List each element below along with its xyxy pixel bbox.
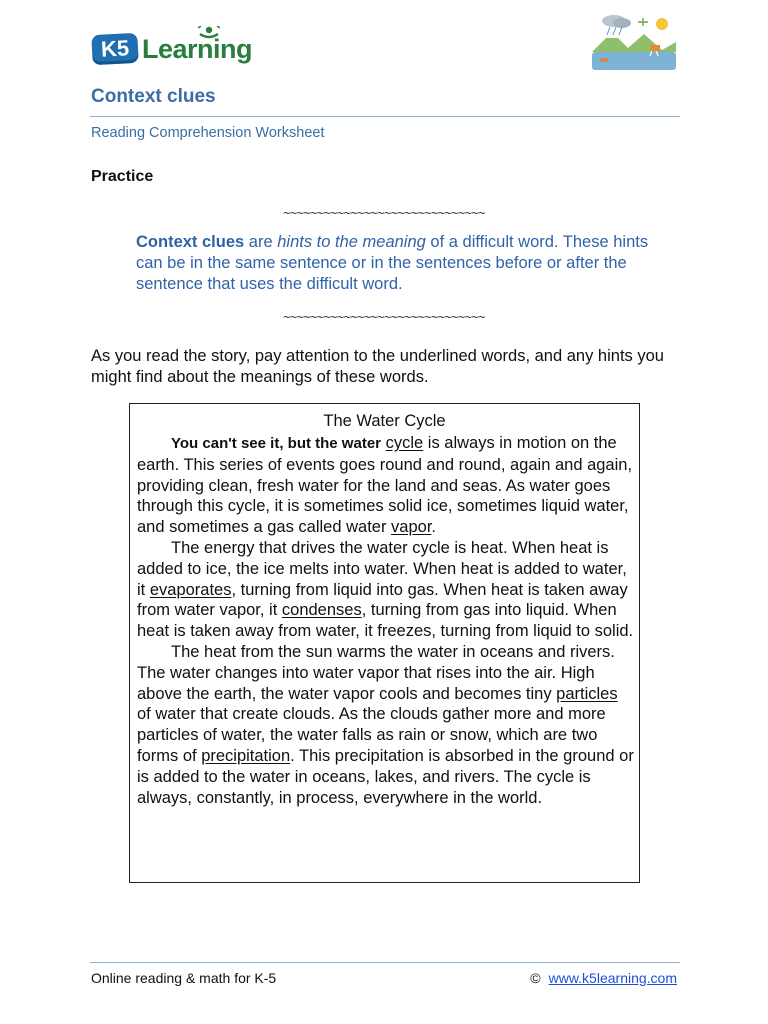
definition-term: Context clues — [136, 233, 245, 251]
vocab-word-cycle: cycle — [385, 434, 424, 452]
footer-website-link[interactable]: www.k5learning.com — [548, 970, 677, 986]
story-box — [129, 403, 640, 883]
logo-badge: K5 — [91, 33, 139, 65]
section-heading: Practice — [91, 168, 154, 185]
story-text-span: The energy that drives the water cycle is heat. When heat is added to ice, the ice melts into water. When heat is added to water, it — [137, 538, 627, 599]
vocab-word-evaporates: evaporates — [149, 580, 232, 599]
water-cycle-illustration-icon — [588, 12, 680, 72]
story-text-span: is always in motion on the earth. This series of events goes round and round, again and again, providing clean, fresh water for the land and seas. As water goes through this cycle, it is sometimes solid ice, sometimes liquid water, and sometimes a gas called water — [137, 434, 633, 537]
vocab-word-vapor: vapor — [391, 518, 432, 537]
definition-rest: of a difficult word. These hints can be in the same sentence or in the sentences before or after the sentence that uses the difficult word. — [136, 233, 649, 293]
vocab-word-condenses: condenses — [281, 601, 362, 620]
story-paragraph-2 — [137, 538, 634, 642]
k5-learning-logo[interactable] — [92, 26, 262, 72]
title-divider — [90, 116, 680, 117]
footer-copyright — [530, 970, 677, 986]
tilde-divider-top: ~~~~~~~~~~~~~~~~~~~~~~~~~~~~~~ — [283, 206, 485, 220]
footer-tagline: Online reading & math for K-5 — [91, 970, 277, 986]
page-title: Context clues — [91, 86, 216, 107]
vocab-word-particles: particles — [556, 684, 618, 703]
tilde-divider-bottom: ~~~~~~~~~~~~~~~~~~~~~~~~~~~~~~ — [283, 310, 485, 324]
logo-wordmark: Learning — [142, 34, 253, 64]
story-text-span: The heat from the sun warms the water in oceans and rivers. The water changes into water vapor that rises into the air. High above the earth, the water vapor cools and becomes tiny — [137, 642, 615, 703]
story-title: The Water Cycle — [323, 412, 446, 430]
story-text — [137, 433, 634, 808]
definition-emphasis: hints to the meaning — [277, 233, 426, 251]
definition-connector: are — [244, 233, 278, 251]
story-text-span: of water that create clouds. As the clouds gather more and more particles of water, the water falls as rain or snow, which are two forms of — [137, 705, 606, 765]
reading-instructions: As you read the story, pay attention to the underlined words, and any hints you might find about the meanings of these words. — [91, 347, 664, 386]
vocab-word-precipitation: precipitation — [201, 746, 291, 765]
copyright-symbol: © — [530, 970, 541, 986]
story-text-span: , turning from liquid into gas. When heat is taken away from water vapor, it — [137, 580, 628, 620]
footer-divider — [90, 962, 680, 963]
story-text-span: . This precipitation is absorbed in the ground or is added to the water in oceans, lakes, and rivers. The cycle is always, constantly, in process, everywhere in the world. — [137, 746, 634, 807]
story-paragraph-3 — [137, 642, 634, 808]
story-text-span: , turning from gas into liquid. When heat is taken away from water, it freezes, turning from liquid to solid. — [137, 601, 634, 641]
logo-figure-icon — [198, 26, 220, 44]
story-text-span: . — [431, 518, 437, 537]
context-clues-definition — [136, 232, 656, 295]
story-paragraph-1 — [137, 433, 634, 538]
worksheet-subtitle: Reading Comprehension Worksheet — [91, 125, 325, 141]
story-lead: You can't see it, but the water — [171, 435, 381, 452]
